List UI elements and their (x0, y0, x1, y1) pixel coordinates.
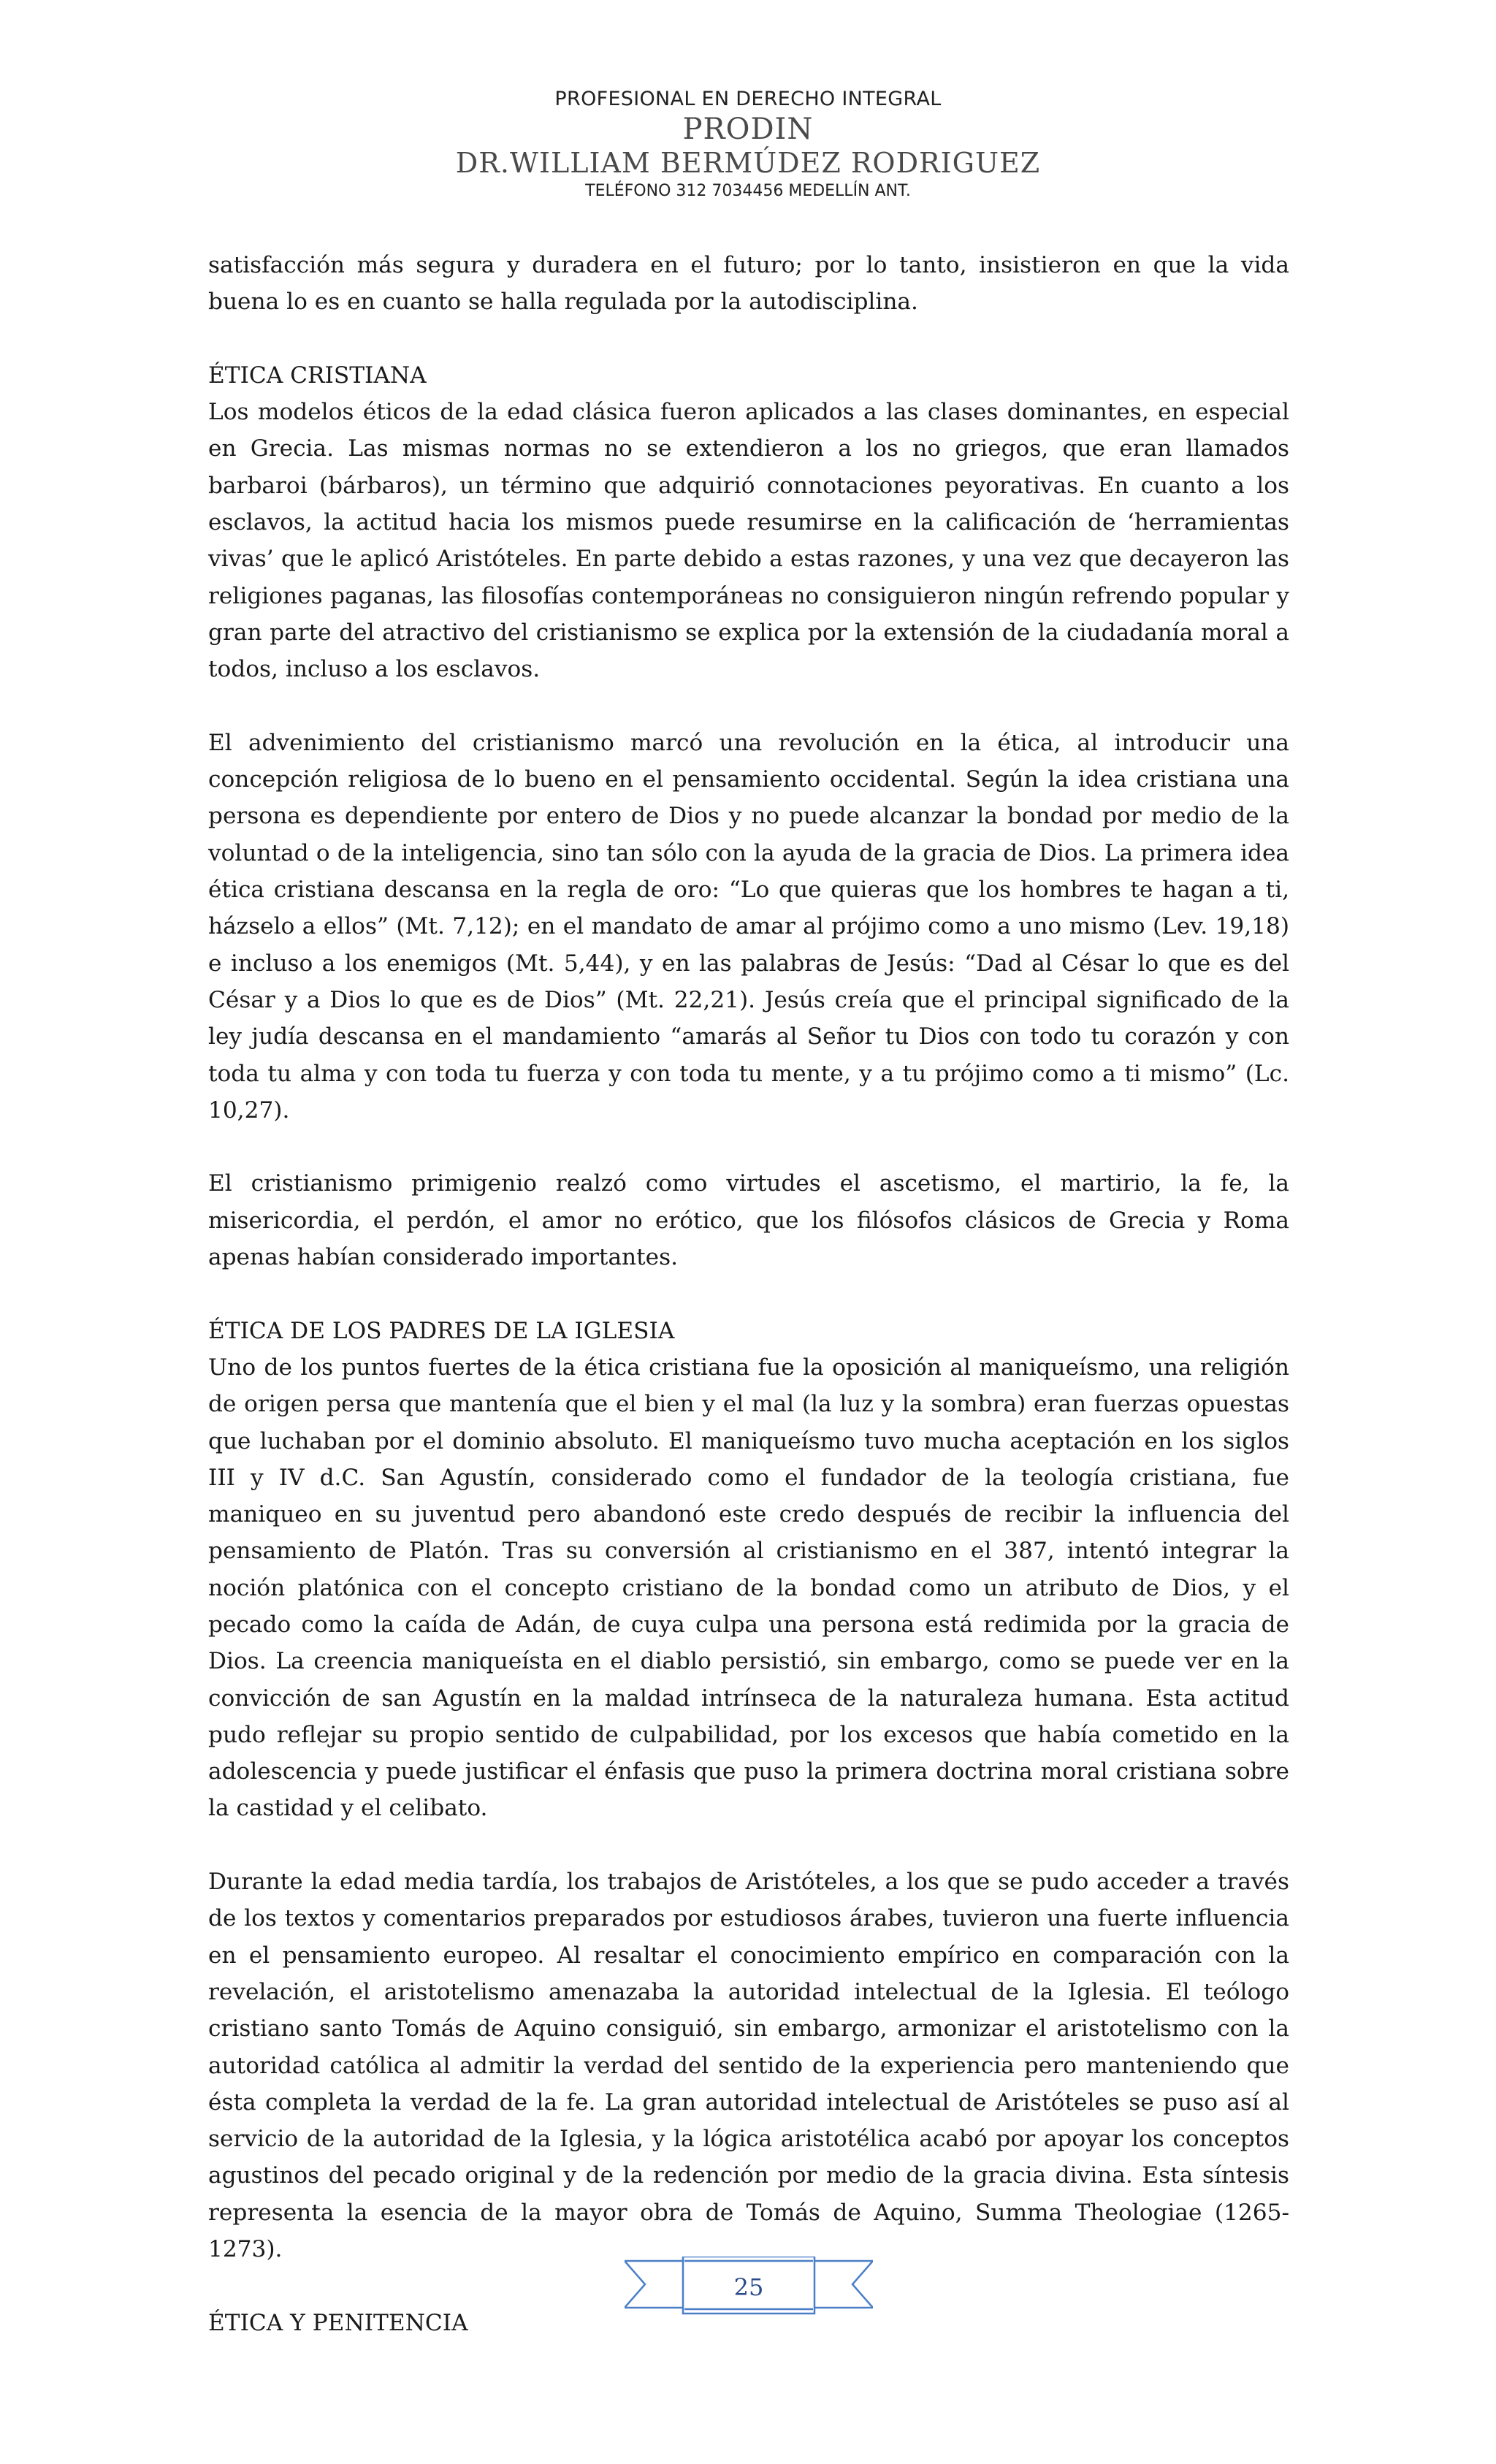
page-number: 25 (733, 2273, 764, 2301)
section-heading: ÉTICA CRISTIANA (208, 362, 427, 389)
paragraph-spacer (208, 1827, 1289, 1864)
section-heading: ÉTICA DE LOS PADRES DE LA IGLESIA (208, 1317, 675, 1344)
paragraph-spacer (208, 1275, 1289, 1312)
header-profession: PROFESIONAL EN DERECHO INTEGRAL (554, 88, 942, 110)
paragraph: Uno de los puntos fuertes de la ética cristiana fue la oposición al maniqueísmo, una religión de origen persa que mantenía que el bien y el mal (la luz y la sombra) eran fuerzas opuestas que luchaban por el dominio absoluto. El maniqueísmo tuvo mucha aceptación en los siglos III y IV d.C. San Agustín, considerado como el fundador de la teología cristiana, fue maniqueo en su juventud pero abandonó este credo después de recibir la influencia del pensamiento de Platón. Tras su conversión al cristianismo en el 387, intentó integrar la noción platónica con el concepto cristiano de la bondad como un atributo de Dios, y el pecado como la caída de Adán, de cuya culpa una persona está redimida por la gracia de Dios. La creencia maniqueísta en el diablo persistió, sin embargo, como se puede ver en la convicción de san Agustín en la maldad intrínseca de la naturaleza humana. Esta actitud pudo reflejar su propio sentido de culpabilidad, por los excesos que había cometido en la adolescencia y puede justificar el énfasis que puso la primera doctrina moral cristiana sobre la castidad y el celibato. (208, 1354, 1289, 1822)
page-header (0, 86, 1496, 203)
header-contact: TELÉFONO 312 7034456 MEDELLÍN ANT. (585, 182, 911, 200)
paragraph-spacer (208, 1129, 1289, 1165)
page-footer (625, 2257, 873, 2318)
document-body (208, 247, 1289, 2341)
paragraph: Durante la edad media tardía, los trabajos de Aristóteles, a los que se pudo acceder a través de los textos y comentarios preparados por estudiosos árabes, tuvieron una fuerte influencia en el pensamiento europeo. Al resaltar el conocimiento empírico en comparación con la revelación, el aristotelismo amenazaba la autoridad intelectual de la Iglesia. El teólogo cristiano santo Tomás de Aquino consiguió, sin embargo, armonizar el aristotelismo con la autoridad católica al admitir la verdad del sentido de la experiencia pero manteniendo que ésta completa la verdad de la fe. La gran autoridad intelectual de Aristóteles se puso así al servicio de la autoridad de la Iglesia, y la lógica aristotélica acabó por apoyar los conceptos agustinos del pecado original y de la redención por medio de la gracia divina. Esta síntesis representa la esencia de la mayor obra de Tomás de Aquino, Summa Theologiae (1265-1273). (208, 1869, 1289, 2263)
paragraph: El advenimiento del cristianismo marcó una revolución en la ética, al introducir una concepción religiosa de lo bueno en el pensamiento occidental. Según la idea cristiana una persona es dependiente por entero de Dios y no puede alcanzar la bondad por medio de la voluntad o de la inteligencia, sino tan sólo con la ayuda de la gracia de Dios. La primera idea ética cristiana descansa en la regla de oro: “Lo que quieras que los hombres te hagan a ti, házselo a ellos” (Mt. 7,12); en el mandato de amar al prójimo como a uno mismo (Lev. 19,18) e incluso a los enemigos (Mt. 5,44), y en las palabras de Jesús: “Dad al César lo que es del César y a Dios lo que es de Dios” (Mt. 22,21). Jesús creía que el principal significado de la ley judía descansa en el mandamiento “amarás al Señor tu Dios con todo tu corazón y con toda tu alma y con toda tu fuerza y con toda tu mente, y a tu prójimo como a ti mismo” (Lc. 10,27). (208, 729, 1289, 1124)
paragraph: satisfacción más segura y duradera en el futuro; por lo tanto, insistieron en que la vida buena lo es en cuanto se halla regulada por la autodisciplina. (208, 252, 1289, 316)
paragraph-spacer (208, 321, 1289, 357)
paragraph: El cristianismo primigenio realzó como virtudes el ascetismo, el martirio, la fe, la misericordia, el perdón, el amor no erótico, que los filósofos clásicos de Grecia y Roma apenas habían considerado importantes. (208, 1170, 1289, 1271)
paragraph-spacer (208, 688, 1289, 725)
paragraph: Los modelos éticos de la edad clásica fueron aplicados a las clases dominantes, en especial en Grecia. Las mismas normas no se extendieron a los no griegos, que eran llamados barbaroi (bárbaros), un término que adquirió connotaciones peyorativas. En cuanto a los esclavos, la actitud hacia los mismos puede resumirse en la calificación de ‘herramientas vivas’ que le aplicó Aristóteles. En parte debido a estas razones, y una vez que decayeron las religiones paganas, las filosofías contemporáneas no consiguieron ningún refrendo popular y gran parte del atractivo del cristianismo se explica por la extensión de la ciudadanía moral a todos, incluso a los esclavos. (208, 399, 1289, 683)
header-author: DR.WILLIAM BERMÚDEZ RODRIGUEZ (455, 147, 1041, 179)
section-heading: ÉTICA Y PENITENCIA (208, 2309, 468, 2336)
header-acronym: PRODIN (682, 112, 814, 146)
